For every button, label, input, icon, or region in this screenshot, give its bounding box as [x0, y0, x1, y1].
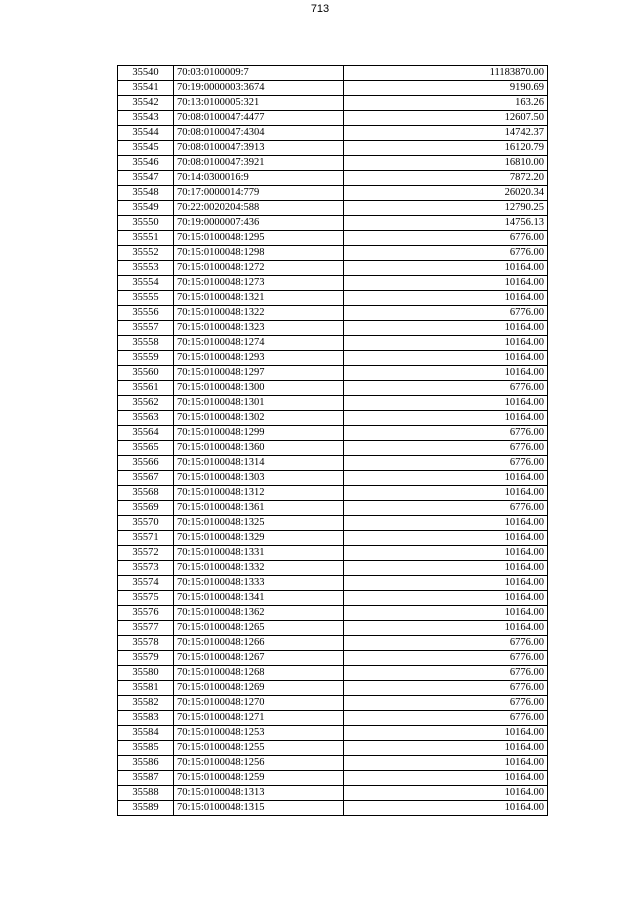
row-number-cell: 35551 — [118, 231, 174, 246]
row-number-cell: 35543 — [118, 111, 174, 126]
table-row — [118, 291, 548, 306]
table-row — [118, 126, 548, 141]
value-cell: 10164.00 — [344, 531, 548, 546]
row-number-cell: 35586 — [118, 756, 174, 771]
cadastral-number-cell: 70:15:0100048:1315 — [174, 801, 344, 816]
row-number-cell: 35575 — [118, 591, 174, 606]
value-cell: 6776.00 — [344, 306, 548, 321]
cadastral-number-cell: 70:08:0100047:4477 — [174, 111, 344, 126]
cadastral-number-cell: 70:13:0100005:321 — [174, 96, 344, 111]
value-cell: 10164.00 — [344, 801, 548, 816]
value-cell: 10164.00 — [344, 411, 548, 426]
row-number-cell: 35570 — [118, 516, 174, 531]
value-cell: 10164.00 — [344, 546, 548, 561]
row-number-cell: 35563 — [118, 411, 174, 426]
row-number-cell: 35548 — [118, 186, 174, 201]
cadastral-number-cell: 70:15:0100048:1268 — [174, 666, 344, 681]
row-number-cell: 35576 — [118, 606, 174, 621]
value-cell: 10164.00 — [344, 261, 548, 276]
value-cell: 10164.00 — [344, 366, 548, 381]
value-cell: 6776.00 — [344, 381, 548, 396]
cadastral-number-cell: 70:15:0100048:1271 — [174, 711, 344, 726]
value-cell: 6776.00 — [344, 681, 548, 696]
table-row — [118, 576, 548, 591]
cadastral-number-cell: 70:15:0100048:1298 — [174, 246, 344, 261]
cadastral-number-cell: 70:08:0100047:4304 — [174, 126, 344, 141]
cadastral-number-cell: 70:15:0100048:1299 — [174, 426, 344, 441]
table-row — [118, 546, 548, 561]
row-number-cell: 35573 — [118, 561, 174, 576]
row-number-cell: 35587 — [118, 771, 174, 786]
row-number-cell: 35557 — [118, 321, 174, 336]
cadastral-number-cell: 70:15:0100048:1267 — [174, 651, 344, 666]
cadastral-number-cell: 70:15:0100048:1293 — [174, 351, 344, 366]
table-row — [118, 81, 548, 96]
table-row — [118, 276, 548, 291]
row-number-cell: 35552 — [118, 246, 174, 261]
value-cell: 10164.00 — [344, 486, 548, 501]
cadastral-number-cell: 70:15:0100048:1253 — [174, 726, 344, 741]
row-number-cell: 35580 — [118, 666, 174, 681]
cadastral-value-table — [117, 65, 548, 816]
value-cell: 6776.00 — [344, 636, 548, 651]
cadastral-number-cell: 70:15:0100048:1297 — [174, 366, 344, 381]
cadastral-number-cell: 70:15:0100048:1325 — [174, 516, 344, 531]
value-cell: 10164.00 — [344, 561, 548, 576]
table-row — [118, 171, 548, 186]
cadastral-number-cell: 70:15:0100048:1256 — [174, 756, 344, 771]
value-cell: 14756.13 — [344, 216, 548, 231]
table-row — [118, 381, 548, 396]
table-row — [118, 486, 548, 501]
table-row — [118, 516, 548, 531]
cadastral-number-cell: 70:15:0100048:1295 — [174, 231, 344, 246]
cadastral-number-cell: 70:19:0000003:3674 — [174, 81, 344, 96]
row-number-cell: 35555 — [118, 291, 174, 306]
row-number-cell: 35561 — [118, 381, 174, 396]
cadastral-number-cell: 70:15:0100048:1273 — [174, 276, 344, 291]
row-number-cell: 35569 — [118, 501, 174, 516]
table-row — [118, 426, 548, 441]
value-cell: 10164.00 — [344, 591, 548, 606]
table-row — [118, 351, 548, 366]
value-cell: 10164.00 — [344, 276, 548, 291]
value-cell: 12790.25 — [344, 201, 548, 216]
value-cell: 6776.00 — [344, 711, 548, 726]
cadastral-number-cell: 70:15:0100048:1255 — [174, 741, 344, 756]
table-row — [118, 651, 548, 666]
value-cell: 16810.00 — [344, 156, 548, 171]
value-cell: 10164.00 — [344, 771, 548, 786]
row-number-cell: 35568 — [118, 486, 174, 501]
cadastral-number-cell: 70:15:0100048:1269 — [174, 681, 344, 696]
cadastral-number-cell: 70:15:0100048:1341 — [174, 591, 344, 606]
value-cell: 10164.00 — [344, 576, 548, 591]
table-row — [118, 411, 548, 426]
table-row — [118, 621, 548, 636]
table-row — [118, 591, 548, 606]
row-number-cell: 35545 — [118, 141, 174, 156]
table-row — [118, 756, 548, 771]
row-number-cell: 35581 — [118, 681, 174, 696]
value-cell: 6776.00 — [344, 666, 548, 681]
value-cell: 6776.00 — [344, 501, 548, 516]
table-row — [118, 786, 548, 801]
cadastral-number-cell: 70:15:0100048:1300 — [174, 381, 344, 396]
cadastral-number-cell: 70:15:0100048:1313 — [174, 786, 344, 801]
table-row — [118, 501, 548, 516]
row-number-cell: 35582 — [118, 696, 174, 711]
table-row — [118, 96, 548, 111]
row-number-cell: 35584 — [118, 726, 174, 741]
cadastral-number-cell: 70:15:0100048:1361 — [174, 501, 344, 516]
table-row — [118, 741, 548, 756]
cadastral-number-cell: 70:14:0300016:9 — [174, 171, 344, 186]
row-number-cell: 35589 — [118, 801, 174, 816]
cadastral-number-cell: 70:15:0100048:1362 — [174, 606, 344, 621]
cadastral-number-cell: 70:22:0020204:588 — [174, 201, 344, 216]
value-cell: 10164.00 — [344, 726, 548, 741]
cadastral-number-cell: 70:15:0100048:1303 — [174, 471, 344, 486]
table-row — [118, 141, 548, 156]
table-row — [118, 696, 548, 711]
cadastral-number-cell: 70:08:0100047:3921 — [174, 156, 344, 171]
value-cell: 6776.00 — [344, 246, 548, 261]
table-row — [118, 201, 548, 216]
value-cell: 10164.00 — [344, 336, 548, 351]
value-cell: 10164.00 — [344, 621, 548, 636]
table-row — [118, 366, 548, 381]
row-number-cell: 35562 — [118, 396, 174, 411]
table-row — [118, 636, 548, 651]
cadastral-number-cell: 70:15:0100048:1314 — [174, 456, 344, 471]
row-number-cell: 35566 — [118, 456, 174, 471]
table-row — [118, 66, 548, 81]
table-row — [118, 441, 548, 456]
table-row — [118, 216, 548, 231]
value-cell: 26020.34 — [344, 186, 548, 201]
row-number-cell: 35572 — [118, 546, 174, 561]
row-number-cell: 35554 — [118, 276, 174, 291]
cadastral-number-cell: 70:15:0100048:1266 — [174, 636, 344, 651]
table-row — [118, 771, 548, 786]
table-row — [118, 726, 548, 741]
row-number-cell: 35547 — [118, 171, 174, 186]
table-row — [118, 531, 548, 546]
value-cell: 10164.00 — [344, 756, 548, 771]
cadastral-number-cell: 70:15:0100048:1302 — [174, 411, 344, 426]
table-row — [118, 561, 548, 576]
row-number-cell: 35583 — [118, 711, 174, 726]
table-row — [118, 321, 548, 336]
row-number-cell: 35564 — [118, 426, 174, 441]
value-cell: 6776.00 — [344, 231, 548, 246]
cadastral-number-cell: 70:15:0100048:1333 — [174, 576, 344, 591]
table-row — [118, 801, 548, 816]
cadastral-number-cell: 70:17:0000014:779 — [174, 186, 344, 201]
cadastral-number-cell: 70:08:0100047:3913 — [174, 141, 344, 156]
table-row — [118, 186, 548, 201]
cadastral-number-cell: 70:15:0100048:1272 — [174, 261, 344, 276]
value-cell: 10164.00 — [344, 396, 548, 411]
row-number-cell: 35544 — [118, 126, 174, 141]
cadastral-number-cell: 70:15:0100048:1312 — [174, 486, 344, 501]
cadastral-number-cell: 70:15:0100048:1360 — [174, 441, 344, 456]
row-number-cell: 35560 — [118, 366, 174, 381]
row-number-cell: 35567 — [118, 471, 174, 486]
table-row — [118, 666, 548, 681]
value-cell: 12607.50 — [344, 111, 548, 126]
table-row — [118, 306, 548, 321]
value-cell: 7872.20 — [344, 171, 548, 186]
table-row — [118, 336, 548, 351]
row-number-cell: 35556 — [118, 306, 174, 321]
value-cell: 10164.00 — [344, 741, 548, 756]
cadastral-number-cell: 70:03:0100009:7 — [174, 66, 344, 81]
value-cell: 6776.00 — [344, 426, 548, 441]
table-body — [118, 66, 548, 816]
row-number-cell: 35578 — [118, 636, 174, 651]
cadastral-number-cell: 70:15:0100048:1323 — [174, 321, 344, 336]
row-number-cell: 35549 — [118, 201, 174, 216]
table-row — [118, 396, 548, 411]
row-number-cell: 35542 — [118, 96, 174, 111]
row-number-cell: 35550 — [118, 216, 174, 231]
value-cell: 10164.00 — [344, 606, 548, 621]
value-cell: 14742.37 — [344, 126, 548, 141]
cadastral-number-cell: 70:15:0100048:1322 — [174, 306, 344, 321]
table-row — [118, 471, 548, 486]
table-row — [118, 711, 548, 726]
row-number-cell: 35585 — [118, 741, 174, 756]
row-number-cell: 35565 — [118, 441, 174, 456]
value-cell: 10164.00 — [344, 321, 548, 336]
page-number: 713 — [310, 3, 330, 15]
table-row — [118, 246, 548, 261]
table-row — [118, 456, 548, 471]
value-cell: 163.26 — [344, 96, 548, 111]
table-row — [118, 606, 548, 621]
cadastral-number-cell: 70:15:0100048:1331 — [174, 546, 344, 561]
value-cell: 10164.00 — [344, 786, 548, 801]
value-cell: 16120.79 — [344, 141, 548, 156]
value-cell: 10164.00 — [344, 351, 548, 366]
row-number-cell: 35540 — [118, 66, 174, 81]
row-number-cell: 35579 — [118, 651, 174, 666]
value-cell: 6776.00 — [344, 456, 548, 471]
table-row — [118, 156, 548, 171]
value-cell: 10164.00 — [344, 516, 548, 531]
cadastral-number-cell: 70:15:0100048:1265 — [174, 621, 344, 636]
cadastral-number-cell: 70:15:0100048:1270 — [174, 696, 344, 711]
cadastral-number-cell: 70:15:0100048:1301 — [174, 396, 344, 411]
row-number-cell: 35558 — [118, 336, 174, 351]
value-cell: 10164.00 — [344, 291, 548, 306]
cadastral-number-cell: 70:15:0100048:1259 — [174, 771, 344, 786]
row-number-cell: 35559 — [118, 351, 174, 366]
cadastral-number-cell: 70:15:0100048:1329 — [174, 531, 344, 546]
row-number-cell: 35541 — [118, 81, 174, 96]
row-number-cell: 35588 — [118, 786, 174, 801]
table-row — [118, 231, 548, 246]
cadastral-number-cell: 70:15:0100048:1321 — [174, 291, 344, 306]
row-number-cell: 35577 — [118, 621, 174, 636]
row-number-cell: 35571 — [118, 531, 174, 546]
cadastral-number-cell: 70:15:0100048:1332 — [174, 561, 344, 576]
value-cell: 6776.00 — [344, 441, 548, 456]
row-number-cell: 35546 — [118, 156, 174, 171]
row-number-cell: 35574 — [118, 576, 174, 591]
cadastral-number-cell: 70:15:0100048:1274 — [174, 336, 344, 351]
value-cell: 11183870.00 — [344, 66, 548, 81]
table-row — [118, 111, 548, 126]
value-cell: 10164.00 — [344, 471, 548, 486]
table-row — [118, 681, 548, 696]
value-cell: 9190.69 — [344, 81, 548, 96]
value-cell: 6776.00 — [344, 696, 548, 711]
value-cell: 6776.00 — [344, 651, 548, 666]
table-row — [118, 261, 548, 276]
row-number-cell: 35553 — [118, 261, 174, 276]
cadastral-number-cell: 70:19:0000007:436 — [174, 216, 344, 231]
